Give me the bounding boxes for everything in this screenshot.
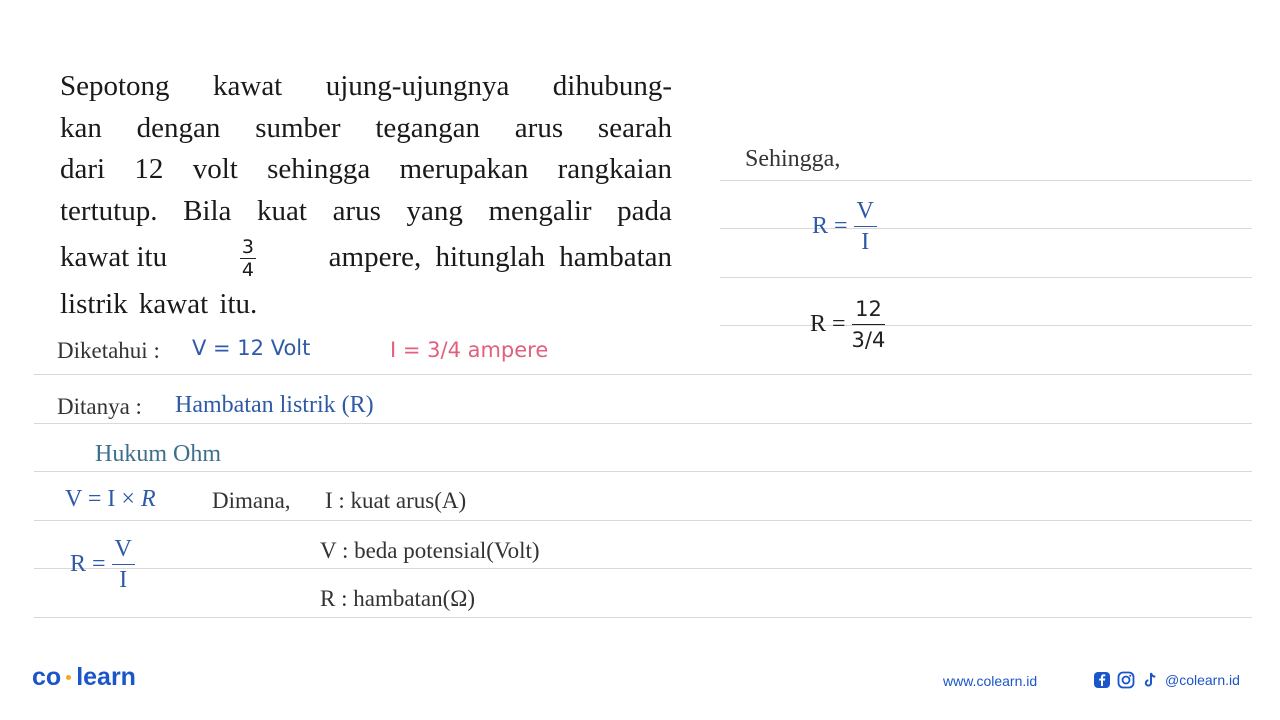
rule-line	[34, 520, 1252, 521]
known-voltage: V = 12 Volt	[192, 336, 311, 360]
ohm-title: Hukum Ohm	[95, 441, 221, 467]
problem-text: listrik kawat itu.	[60, 288, 258, 320]
word: dihubung-	[552, 70, 672, 102]
word: dengan	[136, 111, 221, 144]
word: mengalir	[488, 194, 592, 227]
word: sumber	[255, 111, 341, 144]
word: arus	[514, 111, 564, 144]
fraction-numerator: V	[854, 196, 877, 227]
solution-label: Sehingga,	[745, 146, 841, 172]
solution-equation-1	[812, 196, 877, 257]
problem-statement	[60, 66, 672, 326]
logo-text: co	[32, 663, 62, 691]
rule-line	[34, 374, 1252, 375]
fraction-numerator: 12	[852, 294, 885, 325]
ohm-equation-r	[70, 534, 135, 595]
word: sehingga	[267, 153, 371, 185]
word: kawat	[213, 70, 283, 102]
website-link[interactable]: www.colearn.id	[943, 673, 1038, 689]
rule-line	[720, 277, 1252, 278]
rule-line	[720, 180, 1252, 181]
word: yang	[406, 194, 463, 227]
word: Sepotong	[60, 70, 170, 102]
rule-line	[34, 617, 1252, 618]
problem-text: ampere, hitunglah hambatan	[328, 241, 672, 274]
asked-value: Hambatan listrik (R)	[175, 392, 374, 418]
word: searah	[597, 111, 672, 144]
word: 12	[134, 153, 164, 185]
word: ujung-ujungnya	[325, 70, 510, 102]
instagram-icon[interactable]	[1117, 671, 1135, 689]
equation-text: R =	[70, 551, 112, 577]
equation-variable: R	[140, 486, 156, 512]
solution-equation-2	[810, 294, 885, 355]
facebook-icon[interactable]	[1093, 671, 1111, 689]
problem-line-4	[60, 191, 672, 233]
word: arus	[332, 194, 381, 227]
definition-current: I : kuat arus(A)	[325, 488, 467, 513]
problem-line-5	[60, 232, 672, 284]
known-current: I = 3/4 ampere	[390, 338, 549, 362]
rule-line	[720, 325, 1252, 326]
rule-line	[34, 423, 1252, 424]
word: kan	[60, 111, 102, 144]
social-handle[interactable]: @colearn.id	[1165, 672, 1240, 688]
word: tegangan	[375, 111, 481, 144]
equation-text: R =	[812, 213, 854, 239]
fraction-denominator: 4	[241, 258, 254, 281]
problem-line-2	[60, 108, 672, 150]
problem-line-3	[60, 149, 672, 191]
current-fraction	[240, 236, 256, 281]
word: volt	[192, 153, 238, 185]
definition-voltage: V : beda potensial(Volt)	[320, 538, 540, 563]
tiktok-icon[interactable]	[1141, 671, 1159, 689]
definition-resistance: R : hambatan(Ω)	[320, 586, 476, 611]
logo-dot-icon	[66, 675, 71, 680]
word: kuat	[257, 194, 307, 227]
problem-line-1	[60, 66, 672, 108]
equation-text: V = I ×	[65, 486, 141, 512]
word: dari	[60, 153, 106, 185]
fraction-denominator: I	[861, 229, 870, 255]
fraction-numerator: V	[112, 534, 135, 565]
rule-line	[720, 228, 1252, 229]
problem-line-6	[60, 284, 672, 326]
fraction-denominator: I	[119, 567, 128, 593]
word: rangkaian	[557, 153, 672, 185]
word: tertutup.	[60, 194, 158, 227]
asked-label: Ditanya :	[57, 394, 142, 419]
rule-line	[34, 568, 1252, 569]
ohm-equation-v	[65, 486, 156, 513]
known-label: Diketahui :	[57, 338, 160, 363]
logo-text: learn	[76, 663, 136, 691]
word: pada	[617, 194, 672, 227]
colearn-logo	[32, 663, 136, 692]
rule-line	[34, 471, 1252, 472]
social-icons	[1093, 671, 1240, 689]
problem-text: kawat itu	[60, 241, 168, 274]
word: merupakan	[399, 153, 529, 185]
equation-fraction	[112, 534, 135, 595]
fraction-numerator: 3	[241, 235, 254, 258]
equation-text: R =	[810, 311, 852, 337]
equation-fraction	[854, 196, 877, 257]
word: Bila	[183, 194, 232, 227]
where-label: Dimana,	[212, 488, 291, 513]
fraction-denominator: 3/4	[851, 328, 886, 352]
equation-fraction	[852, 294, 886, 355]
